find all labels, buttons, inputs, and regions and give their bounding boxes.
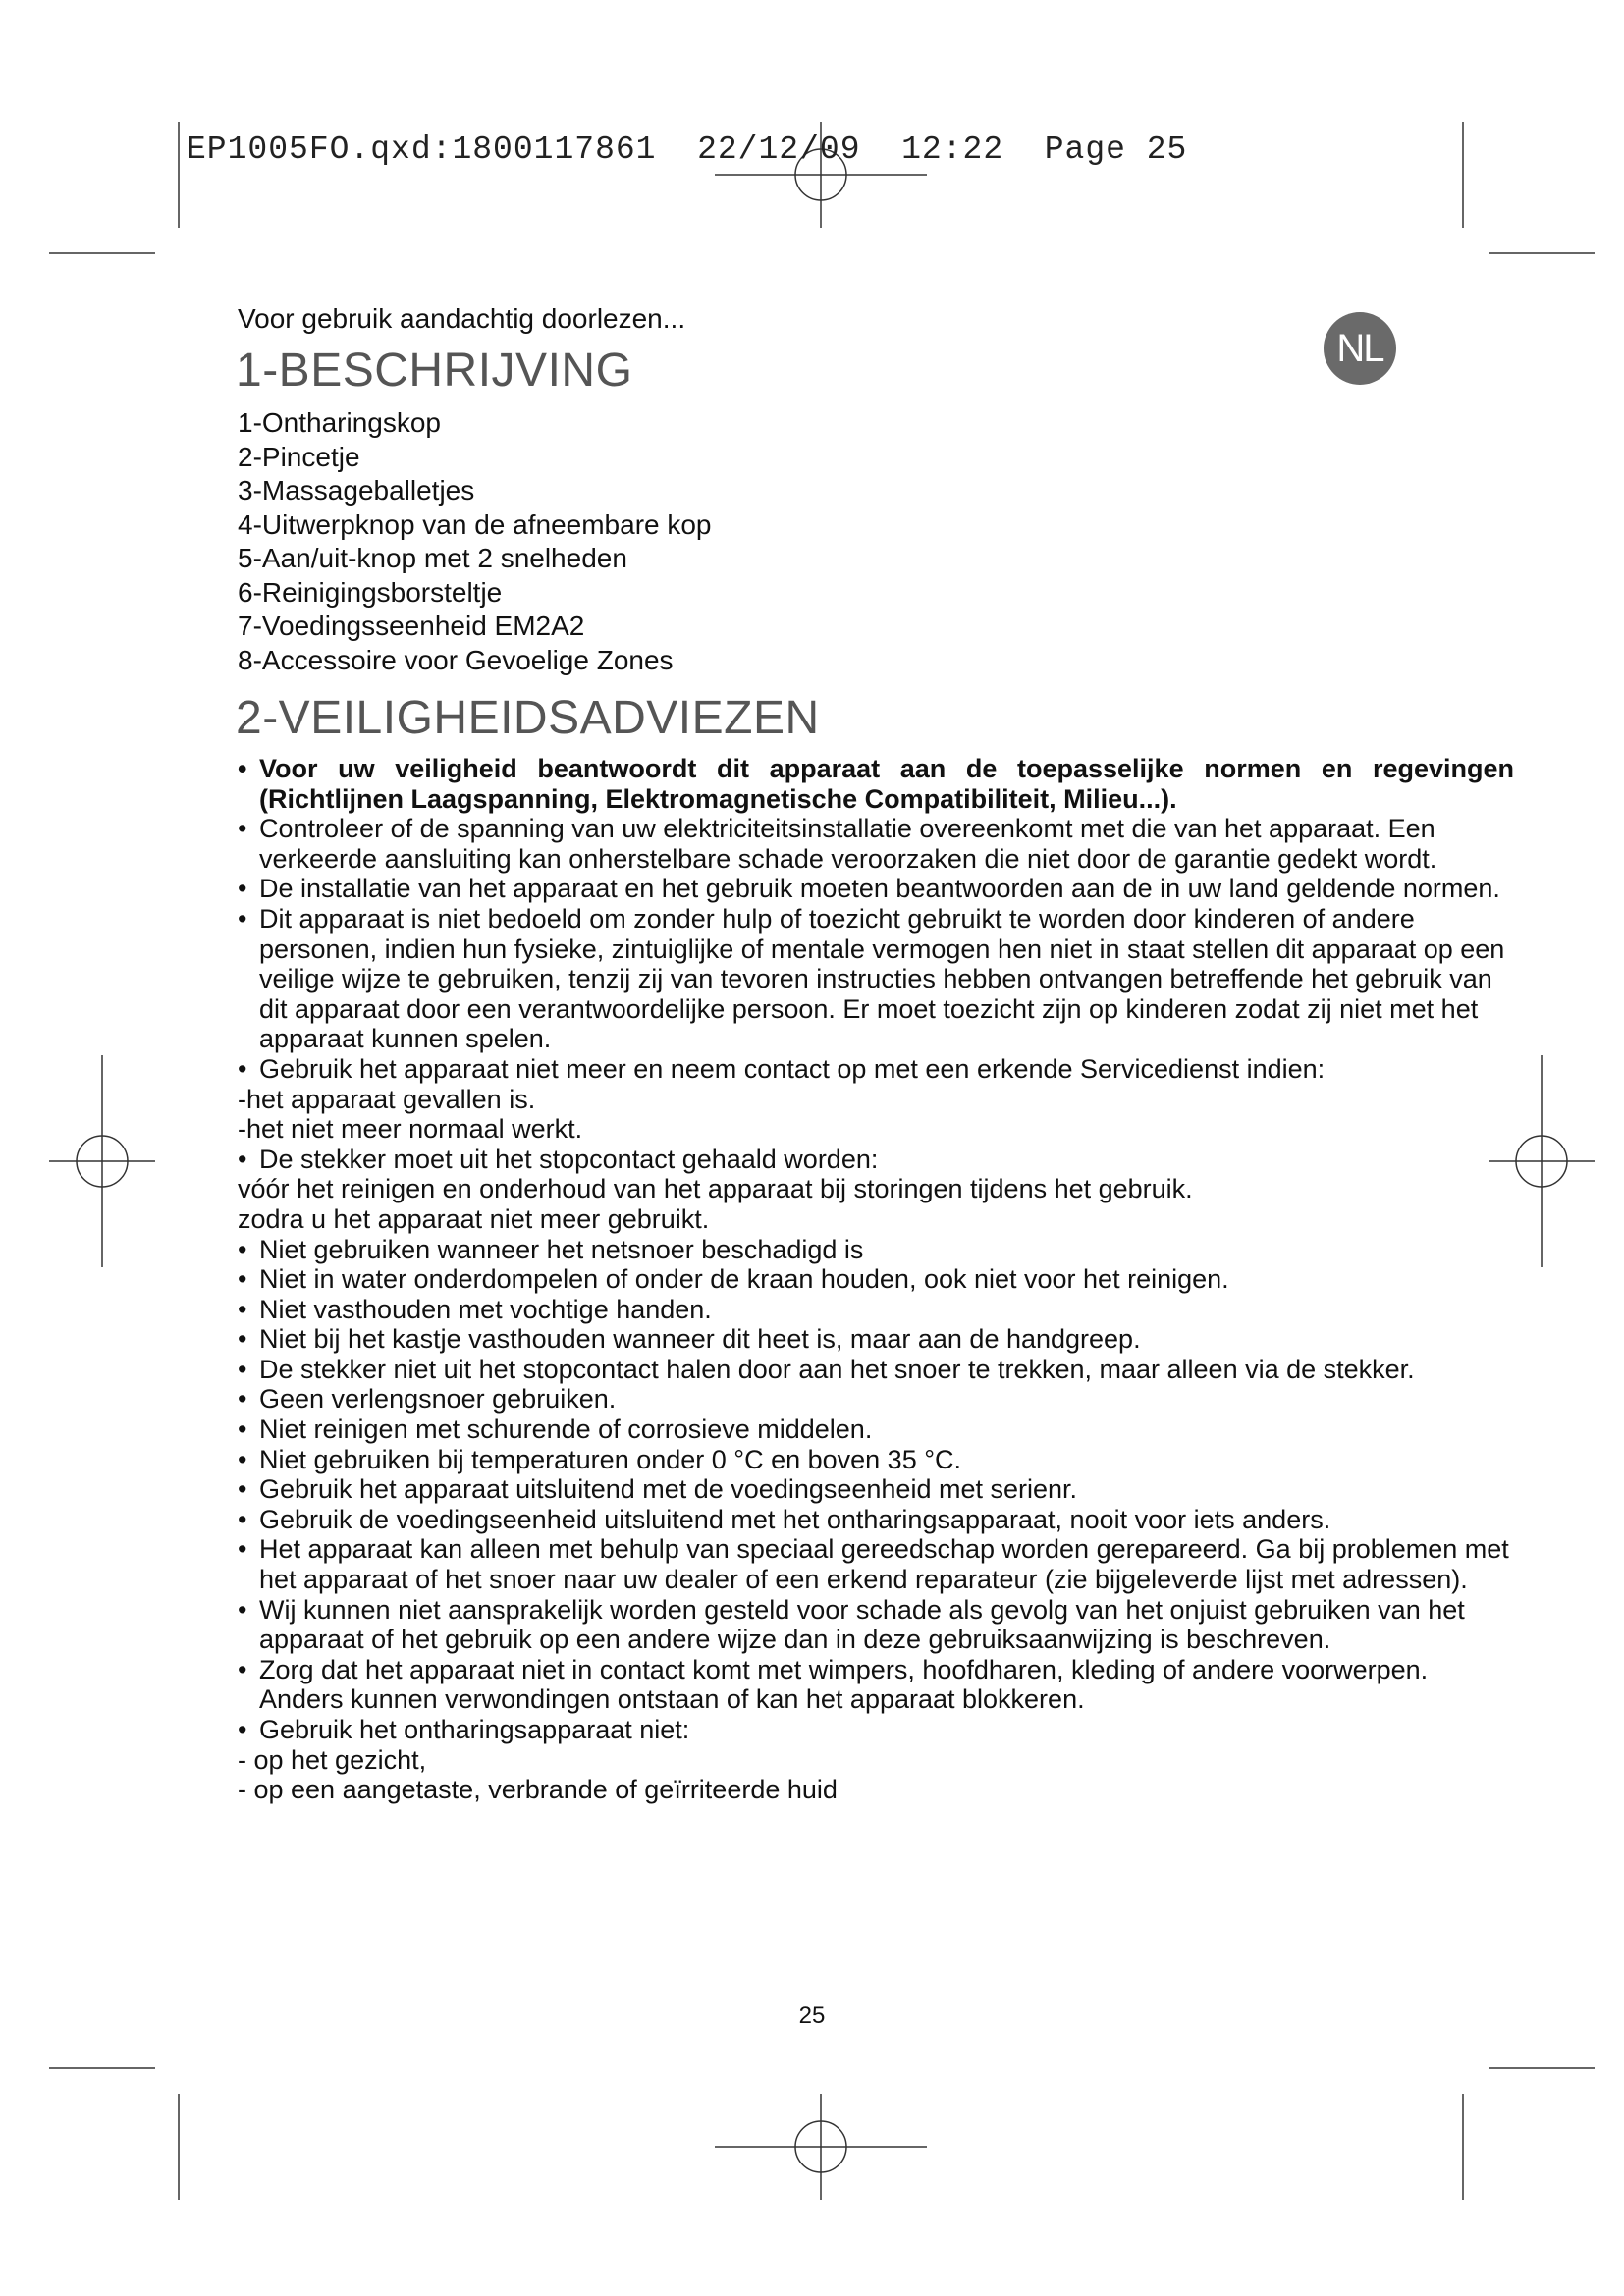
list-item: -het apparaat gevallen is. [238,1084,536,1114]
language-badge: NL [1324,312,1396,385]
list-item: vóór het reinigen en onderhoud van het apparaat bij storingen tijdens het gebruik. [238,1174,1193,1204]
list-item: • Niet vasthouden met vochtige handen. [238,1295,1514,1325]
list-item: • Niet in water onderdompelen of onder de kraan houden, ook niet voor het reinigen. [238,1264,1514,1295]
list-item: 7-Voedingsseenheid EM2A2 [238,611,585,641]
list-item: 1-Ontharingskop [238,407,442,438]
list-item: • Niet gebruiken bij temperaturen onder 0 °C en boven 35 °C. [238,1445,1514,1475]
list-item: • De stekker moet uit het stopcontact gehaald worden: [238,1145,1514,1175]
list-item: - op een aangetaste, verbrande of geïrriteerde huid [238,1775,838,1805]
list-item: • Dit apparaat is niet bedoeld om zonder hulp of toezicht gebruikt te worden door kinderen of andere personen, indien hun fysieke, zintuiglijke of mentale vermogen hen niet in staat stellen dit apparaat op een veilige wijze te gebruiken, tenzij zij van tevoren instructies hebben ontvangen betreffende het gebruik van dit apparaat door een verantwoordelijke persoon. Er moet toezicht zijn op kinderen zodat zij niet met het apparaat kunnen spelen. [238,904,1514,1054]
list-item: 5-Aan/uit-knop met 2 snelheden [238,543,627,573]
list-item: 6-Reinigingsborsteltje [238,576,503,608]
list-item: • Voor uw veiligheid beantwoordt dit apparaat aan de toepasselijke normen en regevingen (Richtlijnen Laagspanning, Elektromagnetische Compatibiliteit, Milieu...). [238,754,1514,814]
page-content [238,302,1524,1805]
list-item: • Het apparaat kan alleen met behulp van speciaal gereedschap worden gerepareerd. Ga bij problemen met het apparaat of het snoer naar uw dealer of een erkend reparateur (zie bijgeleverde lijst met adressen). [238,1534,1514,1594]
safety-list [238,754,1514,1805]
list-item: 4-Uitwerpknop van de afneembare kop [238,508,712,540]
list-item: 8-Accessoire voor Gevoelige Zones [238,644,674,675]
list-item: • Gebruik het apparaat niet meer en neem contact op met een erkende Servicedienst indien: [238,1054,1514,1085]
list-item: zodra u het apparaat niet meer gebruikt. [238,1203,710,1234]
list-item: • Niet reinigen met schurende of corrosieve middelen. [238,1415,1514,1445]
section-title-safety: 2-VEILIGHEIDSADVIEZEN [236,692,820,744]
list-item: • Niet bij het kastje vasthouden wanneer dit heet is, maar aan de handgreep. [238,1324,1514,1355]
page-number: 25 [798,2002,826,2029]
list-item: • Niet gebruiken wanneer het netsnoer beschadigd is [238,1235,1514,1265]
list-item: - op het gezicht, [238,1744,427,1775]
list-item: • Zorg dat het apparaat niet in contact komt met wimpers, hoofdharen, kleding of andere voorwerpen. Anders kunnen verwondingen ontstaan of kan het apparaat blokkeren. [238,1655,1514,1715]
list-item: • Gebruik het ontharingsapparaat niet: [238,1715,1514,1745]
list-item: 2-Pincetje [238,441,360,472]
list-item: • Gebruik de voedingseenheid uitsluitend met het ontharingsapparaat, nooit voor iets anders. [238,1505,1514,1535]
list-item: 3-Massageballetjes [238,475,475,506]
print-slug: EP1005FO.qxd:1800117861 22/12/09 12:22 Page 25 [187,132,1188,168]
parts-list [238,406,1524,677]
list-item: • De installatie van het apparaat en het gebruik moeten beantwoorden aan de in uw land geldende normen. [238,874,1514,904]
list-item: • Geen verlengsnoer gebruiken. [238,1384,1514,1415]
list-item: • Wij kunnen niet aansprakelijk worden gesteld voor schade als gevolg van het onjuist gebruiken van het apparaat of het gebruik op een andere wijze dan in deze gebruiksaanwijzing is beschreven. [238,1595,1514,1655]
intro-text: Voor gebruik aandachtig doorlezen... [238,303,686,334]
list-item: • Gebruik het apparaat uitsluitend met de voedingseenheid met serienr. [238,1474,1514,1505]
section-title-description: 1-BESCHRIJVING [236,345,633,397]
list-item: -het niet meer normaal werkt. [238,1114,583,1145]
list-item: • Controleer of de spanning van uw elektriciteitsinstallatie overeenkomt met die van het apparaat. Een verkeerde aansluiting kan onherstelbare schade veroorzaken die niet door de garantie gedekt wordt. [238,814,1514,874]
list-item: • De stekker niet uit het stopcontact halen door aan het snoer te trekken, maar alleen via de stekker. [238,1355,1514,1385]
